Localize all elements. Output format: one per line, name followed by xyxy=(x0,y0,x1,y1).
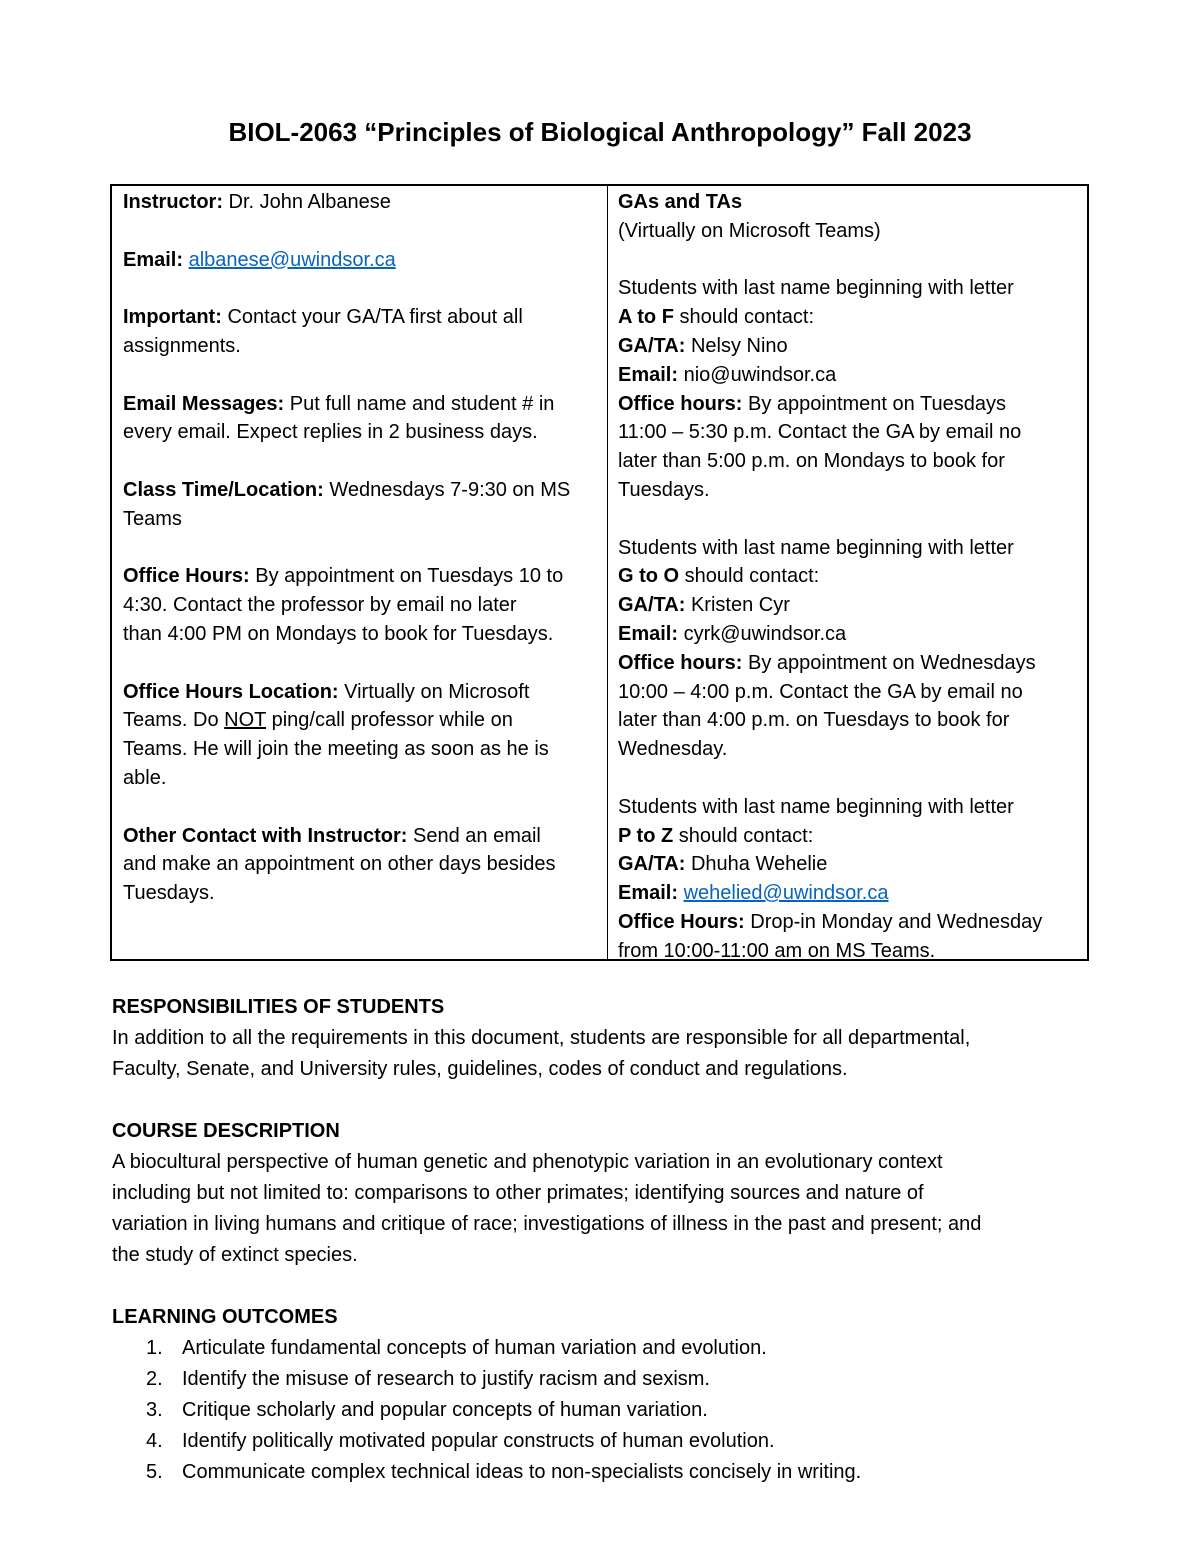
ta-subheading: (Virtually on Microsoft Teams) xyxy=(618,219,881,242)
office-hours-block xyxy=(123,562,597,648)
responsibilities-section xyxy=(112,992,1072,1085)
ta-group-intro: Students with last name beginning with letter xyxy=(618,536,1014,559)
list-item xyxy=(112,1333,1072,1364)
ta-should-contact: should contact: xyxy=(673,306,815,329)
contact-table xyxy=(110,184,1089,961)
ta-email-link[interactable]: wehelied@uwindsor.ca xyxy=(683,882,889,905)
ta-hours-text-cont: 11:00 – 5:30 p.m. Contact the GA by email no xyxy=(618,421,1022,444)
ta-hours-text-cont: later than 5:00 p.m. on Mondays to book for xyxy=(618,450,1005,473)
list-item xyxy=(112,1364,1072,1395)
ta-hours-text-cont: from 10:00-11:00 am on MS Teams. xyxy=(618,939,936,962)
class-time-text-cont: Teams xyxy=(123,507,182,530)
course-description-heading: COURSE DESCRIPTION xyxy=(112,1120,340,1142)
list-item-number: 3. xyxy=(146,1399,163,1421)
email-messages-text: Put full name and student # in xyxy=(284,392,555,415)
ta-ga-name: Dhuha Wehelie xyxy=(685,853,828,876)
office-location-text-cont: Teams. Do xyxy=(123,709,225,732)
office-hours-text-cont: 4:30. Contact the professor by email no later xyxy=(123,594,517,617)
ta-hours-label: Office hours: xyxy=(618,651,743,674)
office-location-text-cont: Teams. He will join the meeting as soon as he is xyxy=(123,738,549,761)
ta-ga-label: GA/TA: xyxy=(618,594,686,617)
list-item-text: Articulate fundamental concepts of human variation and evolution. xyxy=(182,1337,767,1359)
ta-hours-label: Office hours: xyxy=(618,392,743,415)
ta-heading: GAs and TAs xyxy=(618,191,743,213)
learning-outcomes-section xyxy=(112,1302,1072,1488)
ta-group-range: P to Z xyxy=(618,824,674,847)
important-text-cont: assignments. xyxy=(123,334,241,357)
ta-group-a-f xyxy=(618,274,1077,504)
office-location-label: Office Hours Location: xyxy=(123,680,339,703)
ta-hours-text: By appointment on Wednesdays xyxy=(742,651,1036,674)
instructor-email-label: Email: xyxy=(123,248,184,271)
list-item xyxy=(112,1457,1072,1488)
ta-email-label: Email: xyxy=(618,622,679,645)
ta-ga-name: Nelsy Nino xyxy=(685,334,788,357)
ta-group-range: A to F xyxy=(618,306,674,329)
ta-should-contact: should contact: xyxy=(673,824,814,847)
office-location-text-cont: able. xyxy=(123,766,167,789)
learning-outcomes-heading: LEARNING OUTCOMES xyxy=(112,1306,338,1328)
instructor-email-block xyxy=(123,246,597,275)
course-description-section xyxy=(112,1116,1072,1271)
responsibilities-text: In addition to all the requirements in this document, students are responsible for all departmental, xyxy=(112,1027,971,1049)
ta-email-label: Email: xyxy=(618,882,679,905)
office-location-text-cont: ping/call professor while on xyxy=(266,709,513,732)
ta-ga-name: Kristen Cyr xyxy=(685,594,790,617)
class-time-label: Class Time/Location: xyxy=(123,478,324,501)
email-messages-text-cont: every email. Expect replies in 2 business days. xyxy=(123,421,538,444)
ta-email: cyrk@uwindsor.ca xyxy=(678,622,847,645)
important-label: Important: xyxy=(123,306,222,329)
office-location-text: Virtually on Microsoft xyxy=(338,680,530,703)
other-contact-label: Other Contact with Instructor: xyxy=(123,824,408,847)
responsibilities-text-cont: Faculty, Senate, and University rules, guidelines, codes of conduct and regulations. xyxy=(112,1058,848,1080)
office-hours-label: Office Hours: xyxy=(123,565,250,588)
list-item-number: 2. xyxy=(146,1368,163,1390)
ta-heading-block xyxy=(618,188,1077,246)
instructor-name: Dr. John Albanese xyxy=(223,191,391,213)
list-item-text: Critique scholarly and popular concepts of human variation. xyxy=(182,1399,708,1421)
ta-group-p-z xyxy=(618,793,1077,966)
ta-column xyxy=(608,186,1087,962)
office-hours-text: By appointment on Tuesdays 10 to xyxy=(249,565,564,588)
list-item-number: 1. xyxy=(146,1337,163,1359)
other-contact-text: Send an email xyxy=(407,824,541,847)
list-item xyxy=(112,1395,1072,1426)
other-contact-block xyxy=(123,822,597,908)
emphasis-not: NOT xyxy=(224,709,267,732)
instructor-email-link[interactable]: albanese@uwindsor.ca xyxy=(188,248,396,271)
list-item-text: Identify politically motivated popular constructs of human evolution. xyxy=(182,1430,775,1452)
ta-hours-text: Drop-in Monday and Wednesday xyxy=(744,910,1043,933)
learning-outcomes-list xyxy=(112,1333,1072,1488)
ta-group-intro: Students with last name beginning with letter xyxy=(618,795,1014,818)
ta-email: nio@uwindsor.ca xyxy=(678,363,837,386)
list-item-text: Identify the misuse of research to justify racism and sexism. xyxy=(182,1368,710,1390)
ta-email-label: Email: xyxy=(618,363,679,386)
ta-hours-text: By appointment on Tuesdays xyxy=(742,392,1006,415)
office-hours-text-cont: than 4:00 PM on Mondays to book for Tuesdays. xyxy=(123,622,554,645)
other-contact-text-cont: Tuesdays. xyxy=(123,882,215,905)
class-time-text: Wednesdays 7-9:30 on MS xyxy=(323,478,571,501)
office-location-block xyxy=(123,678,597,793)
ta-should-contact: should contact: xyxy=(679,565,820,588)
ta-hours-text-cont: 10:00 – 4:00 p.m. Contact the GA by email no xyxy=(618,680,1023,703)
ta-group-range: G to O xyxy=(618,565,680,588)
important-block xyxy=(123,303,597,361)
other-contact-text-cont: and make an appointment on other days besides xyxy=(123,853,556,876)
course-description-text-cont: the study of extinct species. xyxy=(112,1244,358,1266)
page-title: BIOL-2063 “Principles of Biological Anthropology” Fall 2023 xyxy=(228,117,972,147)
list-item-number: 4. xyxy=(146,1430,163,1452)
ta-hours-text-cont: Tuesdays. xyxy=(618,478,710,501)
list-item xyxy=(112,1426,1072,1457)
list-item-text: Communicate complex technical ideas to non-specialists concisely in writing. xyxy=(182,1461,862,1483)
class-time-block xyxy=(123,476,597,534)
email-messages-label: Email Messages: xyxy=(123,392,285,415)
list-item-number: 5. xyxy=(146,1461,163,1483)
ta-ga-label: GA/TA: xyxy=(618,334,686,357)
instructor-column xyxy=(112,186,608,959)
important-text: Contact your GA/TA first about all xyxy=(221,306,523,329)
course-description-text-cont: variation in living humans and critique of race; investigations of illness in the past and present; and xyxy=(112,1213,982,1235)
ta-ga-label: GA/TA: xyxy=(618,853,686,876)
ta-group-g-o xyxy=(618,534,1077,764)
ta-hours-label: Office Hours: xyxy=(618,910,745,933)
ta-hours-text-cont: later than 4:00 p.m. on Tuesdays to book for xyxy=(618,709,1010,732)
instructor-label: Instructor: xyxy=(123,191,223,213)
responsibilities-heading: RESPONSIBILITIES OF STUDENTS xyxy=(112,996,445,1018)
instructor-name-block xyxy=(123,188,597,217)
ta-group-intro: Students with last name beginning with letter xyxy=(618,277,1014,300)
course-description-text: A biocultural perspective of human genetic and phenotypic variation in an evolutionary context xyxy=(112,1151,943,1173)
ta-hours-text-cont: Wednesday. xyxy=(618,738,728,761)
course-description-text-cont: including but not limited to: comparisons to other primates; identifying sources and nature of xyxy=(112,1182,924,1204)
email-messages-block xyxy=(123,390,597,448)
